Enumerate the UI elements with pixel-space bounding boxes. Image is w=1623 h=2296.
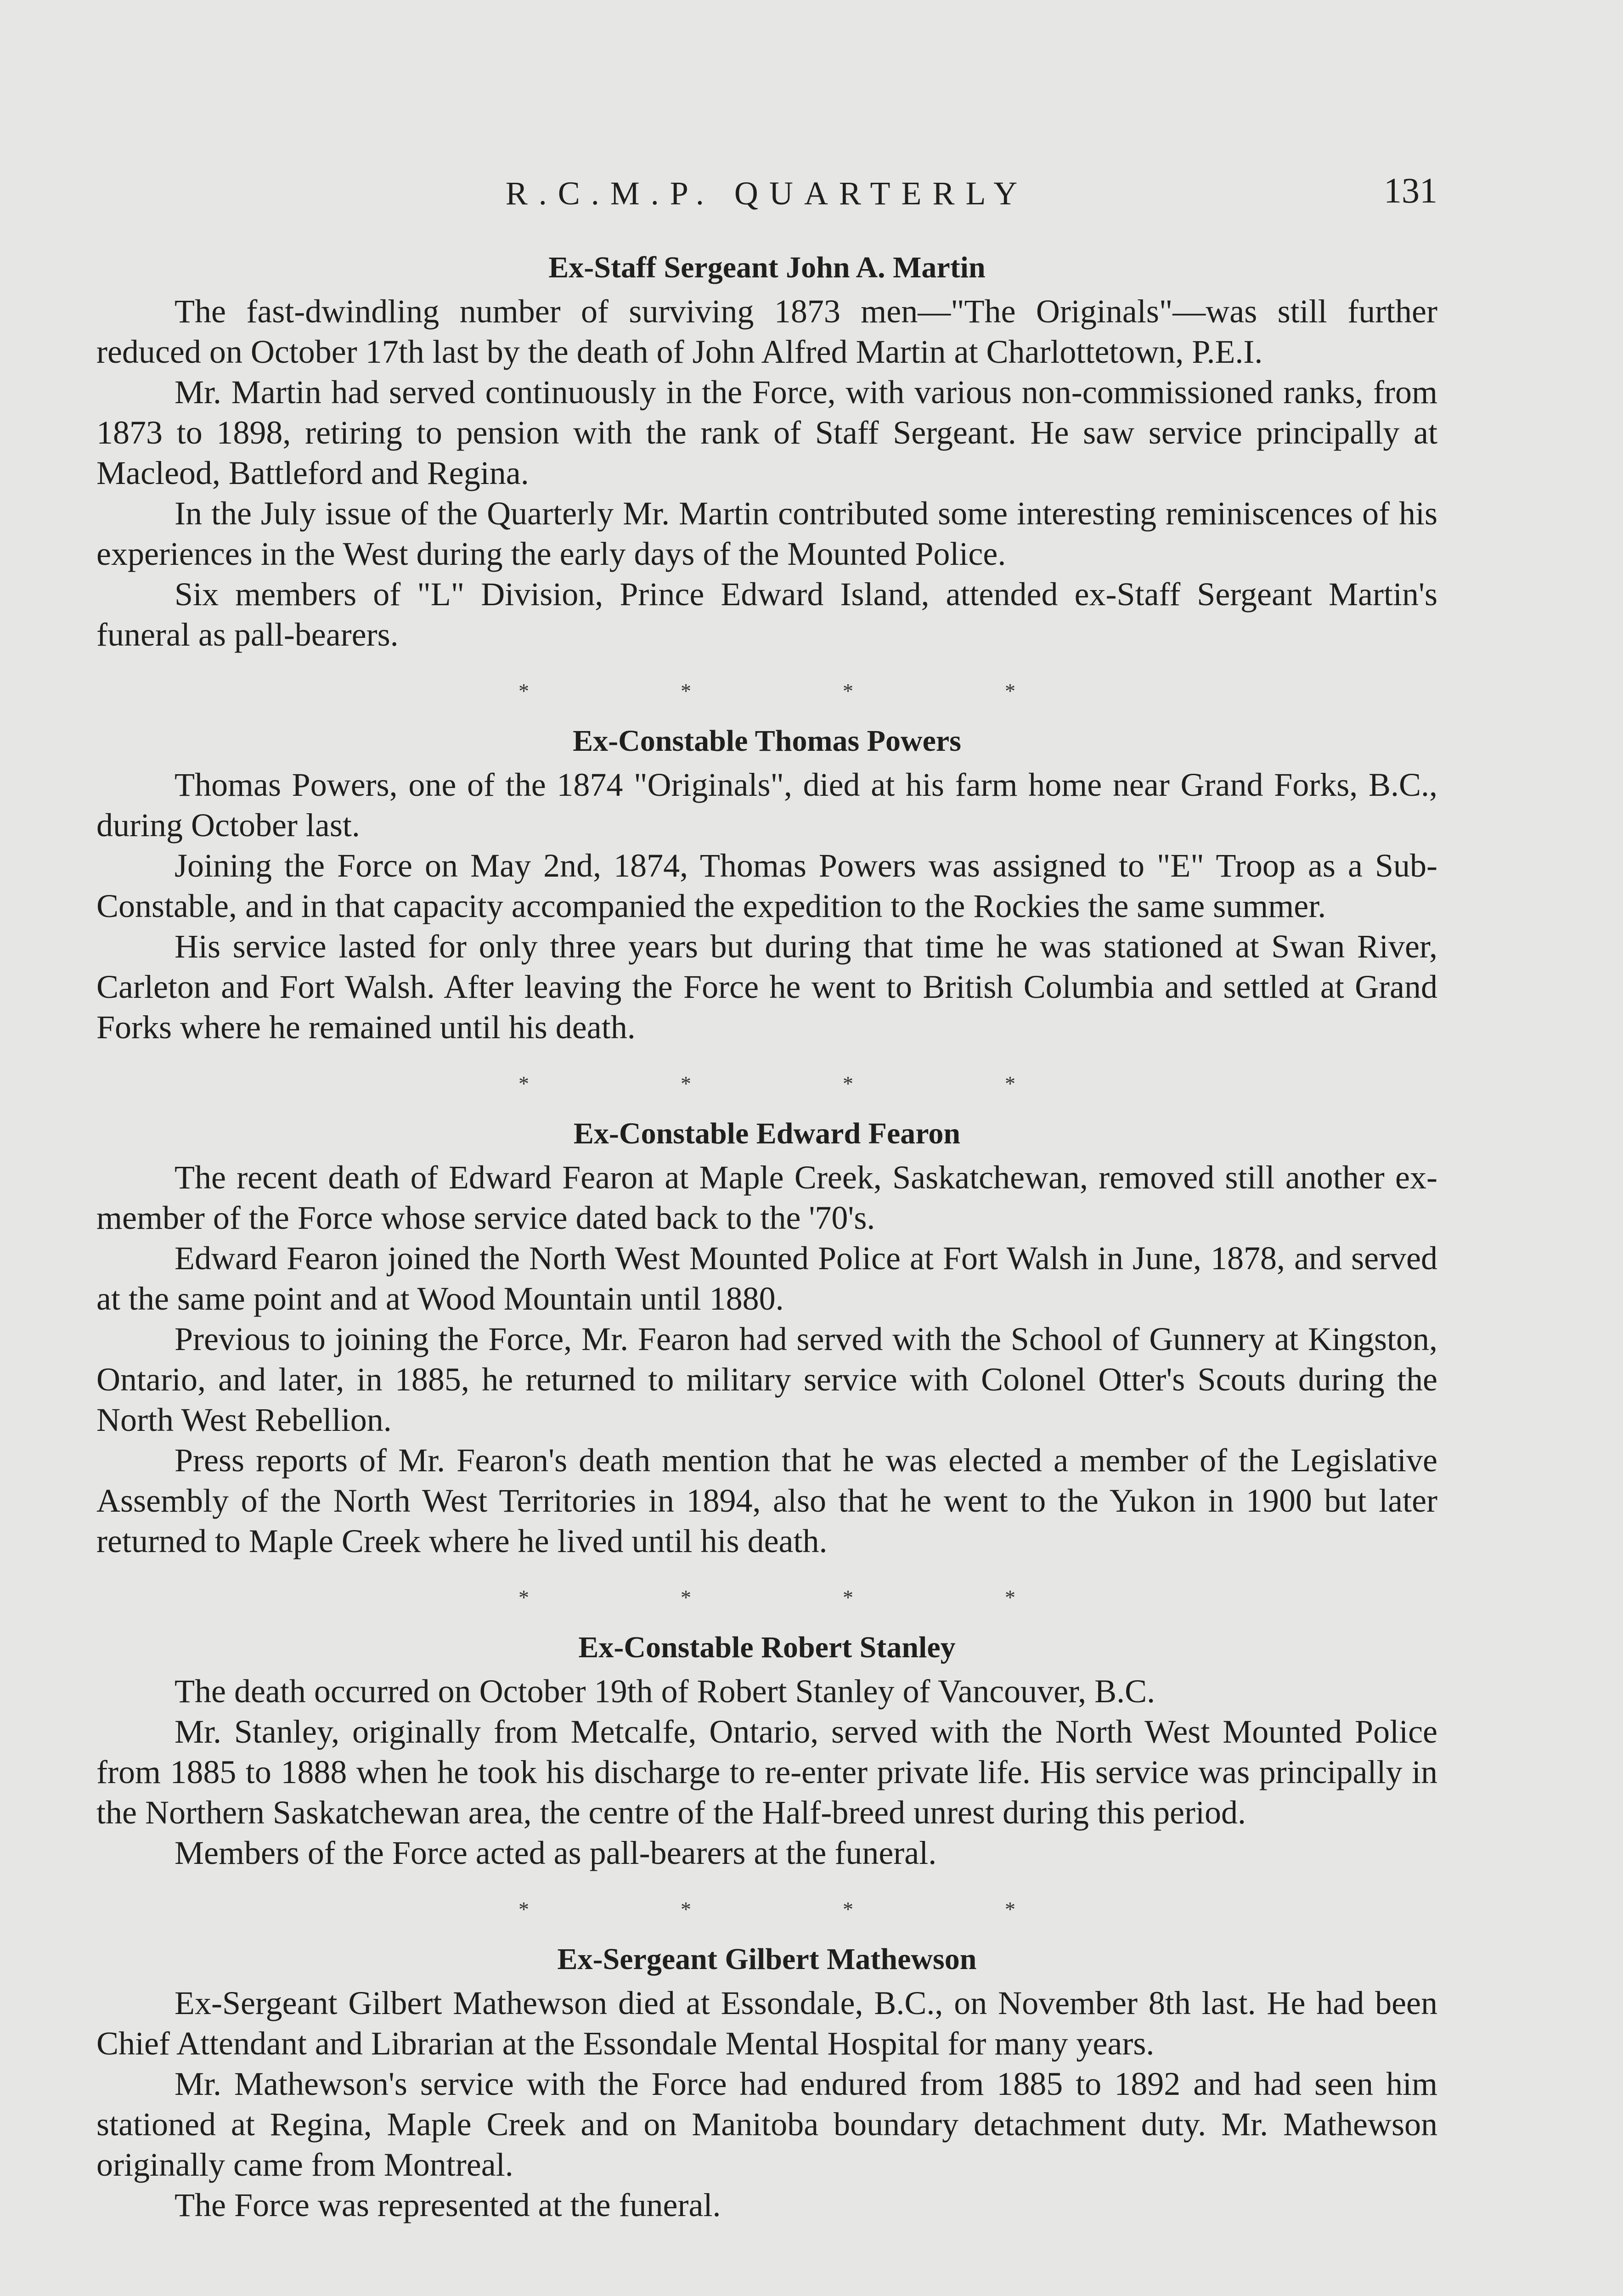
asterisk-ornament: * bbox=[518, 1897, 529, 1921]
section-divider bbox=[96, 1071, 1437, 1096]
section-heading: Ex-Constable Robert Stanley bbox=[578, 1631, 956, 1664]
obituary-section-martin bbox=[96, 248, 1437, 655]
section-divider bbox=[96, 1897, 1437, 1921]
asterisk-ornament: * bbox=[843, 1897, 853, 1921]
paragraph: Mr. Mathewson's service with the Force had endured from 1885 to 1892 and had seen him stationed at Regina, Maple Creek and on Manitoba boundary detachment duty. Mr. Mathewson originally came from Montreal. bbox=[96, 2065, 1437, 2183]
paragraph: Members of the Force acted as pall-bearers at the funeral. bbox=[175, 1835, 937, 1871]
obituary-section-mathewson bbox=[96, 1940, 1437, 2225]
obituary-section-stanley bbox=[96, 1628, 1437, 1873]
asterisk-ornament: * bbox=[681, 1072, 691, 1095]
paragraph: The recent death of Edward Fearon at Maple Creek, Saskatchewan, removed still another ex-member of the Force whose service dated back to the '70's. bbox=[96, 1159, 1437, 1236]
paragraph: Joining the Force on May 2nd, 1874, Thomas Powers was assigned to "E" Troop as a Sub-Constable, and in that capacity accompanied the expedition to the Rockies the same summer. bbox=[96, 847, 1437, 924]
paragraph: Edward Fearon joined the North West Mounted Police at Fort Walsh in June, 1878, and served at the same point and at Wood Mountain until 1880. bbox=[96, 1240, 1437, 1317]
paragraph: Previous to joining the Force, Mr. Fearon had served with the School of Gunnery at Kingston, Ontario, and later, in 1885, he returned to military service with Colonel Otter's Scouts during the North West Rebellion. bbox=[96, 1321, 1437, 1438]
paragraph: In the July issue of the Quarterly Mr. Martin contributed some interesting reminiscences of his experiences in the West during the early days of the Mounted Police. bbox=[96, 495, 1437, 572]
section-heading: Ex-Staff Sergeant John A. Martin bbox=[548, 251, 986, 284]
asterisk-ornament: * bbox=[843, 1586, 853, 1609]
asterisk-ornament: * bbox=[681, 1586, 691, 1609]
paragraph: Ex-Sergeant Gilbert Mathewson died at Essondale, B.C., on November 8th last. He had been Chief Attendant and Librarian at the Essondale Mental Hospital for many years. bbox=[96, 1985, 1437, 2062]
asterisk-ornament: * bbox=[518, 1586, 529, 1609]
obituary-section-fearon bbox=[96, 1114, 1437, 1561]
asterisk-ornament: * bbox=[1005, 1586, 1015, 1609]
page-header bbox=[96, 170, 1437, 230]
paragraph: The fast-dwindling number of surviving 1873 men—"The Originals"—was still further reduced on October 17th last by the death of John Alfred Martin at Charlottetown, P.E.I. bbox=[96, 293, 1437, 370]
section-heading: Ex-Sergeant Gilbert Mathewson bbox=[557, 1942, 977, 1976]
paragraph: The Force was represented at the funeral. bbox=[175, 2187, 721, 2223]
asterisk-ornament: * bbox=[518, 1072, 529, 1095]
asterisk-ornament: * bbox=[1005, 1897, 1015, 1921]
asterisk-ornament: * bbox=[843, 679, 853, 703]
paragraph: Mr. Stanley, originally from Metcalfe, Ontario, served with the North West Mounted Police from 1885 to 1888 when he took his discharge to re-enter private life. His service was principally in the Northern Saskatchewan area, the centre of the Half-breed unrest during this period. bbox=[96, 1713, 1437, 1831]
paragraph: Thomas Powers, one of the 1874 "Originals", died at his farm home near Grand Forks, B.C., during October last. bbox=[96, 766, 1437, 844]
paragraph: Six members of "L" Division, Prince Edward Island, attended ex-Staff Sergeant Martin's funeral as pall-bearers. bbox=[96, 576, 1437, 653]
section-divider bbox=[96, 679, 1437, 703]
running-head: R.C.M.P. QUARTERLY bbox=[505, 175, 1029, 212]
asterisk-ornament: * bbox=[681, 1897, 691, 1921]
section-heading: Ex-Constable Thomas Powers bbox=[573, 724, 961, 758]
page-number: 131 bbox=[1384, 170, 1437, 210]
asterisk-ornament: * bbox=[681, 679, 691, 703]
section-heading: Ex-Constable Edward Fearon bbox=[573, 1117, 961, 1150]
obituary-section-powers bbox=[96, 721, 1437, 1047]
paragraph: Mr. Martin had served continuously in the Force, with various non-commissioned ranks, from 1873 to 1898, retiring to pension with the rank of Staff Sergeant. He saw service principally at Macleod, Battleford and Regina. bbox=[96, 374, 1437, 491]
paragraph: His service lasted for only three years but during that time he was stationed at Swan River, Carleton and Fort Walsh. After leaving the Force he went to British Columbia and settled at Grand Forks where he remained until his death. bbox=[96, 928, 1437, 1046]
asterisk-ornament: * bbox=[1005, 1072, 1015, 1095]
paragraph: Press reports of Mr. Fearon's death mention that he was elected a member of the Legislative Assembly of the North West Territories in 1894, also that he went to the Yukon in 1900 but later returned to Maple Creek where he lived until his death. bbox=[96, 1442, 1437, 1559]
page bbox=[96, 170, 1437, 2225]
asterisk-ornament: * bbox=[518, 679, 529, 703]
paragraph: The death occurred on October 19th of Robert Stanley of Vancouver, B.C. bbox=[175, 1673, 1155, 1710]
asterisk-ornament: * bbox=[1005, 679, 1015, 703]
asterisk-ornament: * bbox=[843, 1072, 853, 1095]
section-divider bbox=[96, 1585, 1437, 1609]
